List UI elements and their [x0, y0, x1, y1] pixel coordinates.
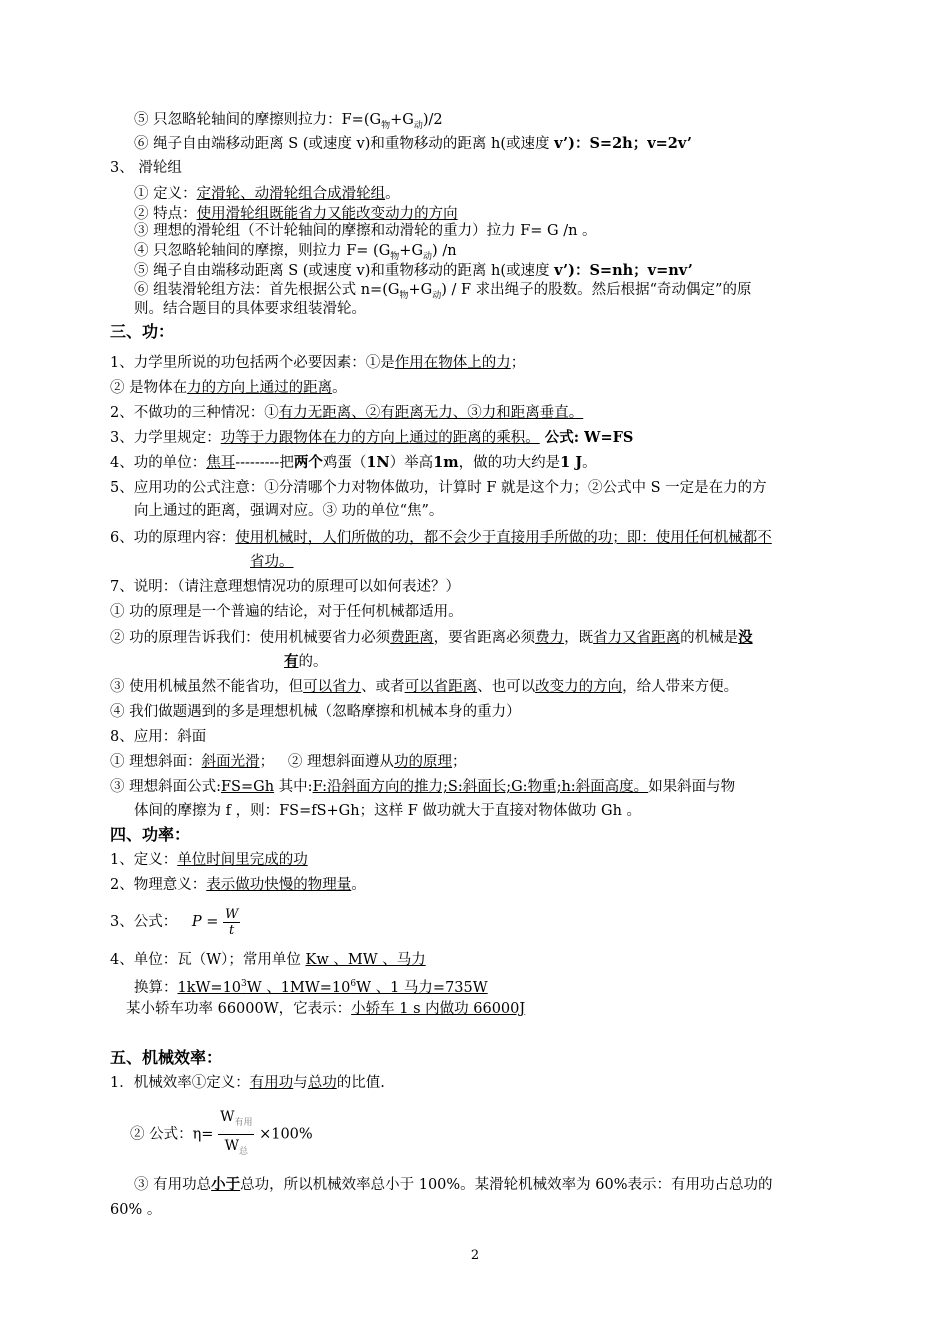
s3-p3 [110, 428, 633, 448]
s3-p7-1: ① 功的原理是一个普遍的结论，对于任何机械都适用。 [110, 604, 463, 620]
text: ① 理想斜面： [110, 754, 202, 770]
block-item-1 [134, 184, 400, 204]
s3-p6-cont [250, 552, 294, 572]
text: 1kW=10 [177, 979, 242, 996]
text: ）举高 [389, 455, 434, 471]
text: ② 功的原理告诉我们：使用机械要省力必须 [110, 630, 391, 646]
underlined-text: 改变力的方向 [535, 679, 623, 695]
s3-p5: 5、应用功的公式注意：①分清哪个力对物体做功，计算时 F 就是这个力；②公式中 S 一定是在力的方 [110, 480, 767, 496]
block-title: 3、 滑轮组 [110, 160, 182, 176]
text: 。 [332, 380, 347, 396]
block-item-5 [134, 261, 693, 281]
text: ； [510, 355, 526, 371]
fraction-denominator [218, 1135, 254, 1163]
s3-p8-3-cont: 体间的摩擦为 f ，则：FS=fS+Gh；这样 F 做功就大于直接对物体做功 Gh 。 [134, 803, 642, 819]
bold-text: 1m [433, 454, 459, 471]
text: 2、不做功的三种情况：① [110, 405, 279, 421]
superscript: 6 [350, 979, 357, 989]
text: 的。 [298, 654, 328, 670]
section-heading-work: 三、功： [110, 322, 175, 341]
text: 4、功的单位： [110, 455, 207, 471]
text: ，给人带来方便。 [622, 679, 739, 695]
text: ⑥ 绳子自由端移动距离 S (或速度 v)和重物移动的距离 h(或速度 [134, 136, 550, 152]
s4-p5 [134, 974, 488, 998]
underlined-text: 功的原理 [394, 754, 453, 770]
text: +G [408, 282, 433, 298]
underlined-text: 省功。 [250, 554, 294, 570]
underlined-text: F:沿斜面方向的推力;S:斜面长;G:物重;h:斜面高度。 [312, 779, 649, 795]
text: 某小轿车功率 66000W，它表示： [126, 1001, 352, 1017]
underlined-text: 使用机械时，人们所做的功，都不会少于直接用手所做的功；即：使用任何机械都不 [235, 530, 772, 546]
underlined-text: 有用功 [249, 1075, 294, 1091]
s3-p8: 8、应用：斜面 [110, 729, 207, 745]
text: ； [452, 754, 467, 770]
text: ，要省距离必须 [433, 630, 536, 646]
underlined-text: 定滑轮、动滑轮组合成滑轮组 [196, 186, 386, 202]
text: ③ 使用机械虽然不能省功，但 [110, 679, 304, 695]
underlined-text: 可以省距离 [404, 679, 478, 695]
text: W 、1MW=10 [246, 979, 351, 996]
s3-p7-4: ④ 我们做题遇到的多是理想机械（忽略摩擦和机械本身的重力） [110, 704, 521, 720]
text: ③ 有用功总 [134, 1177, 212, 1193]
s3-p1 [110, 353, 525, 373]
text: 3、公式： [110, 914, 178, 930]
subscript: 物 [390, 251, 400, 262]
text: 、也可以 [477, 679, 536, 695]
text: 2、物理意义： [110, 877, 207, 893]
subscript: 物 [381, 120, 391, 131]
bold-text: v’)：S=nh；v=nv’ [554, 262, 693, 279]
underlined-text: 小轿车 1 s 内做功 66000J [351, 1001, 526, 1017]
text: 6、功的原理内容： [110, 530, 236, 546]
underlined-text: 焦耳 [206, 455, 236, 471]
text: ---------把 [235, 455, 294, 471]
underlined-text: 力的方向上通过的距离 [187, 380, 333, 396]
text: 、或者 [361, 679, 405, 695]
block-item-6-cont: 则。结合题目的具体要求组装滑轮。 [134, 301, 366, 317]
underlined-text: 作用在物体上的力 [394, 355, 511, 371]
s3-p7: 7、说明：（请注意理想情况功的原理可以如何表述？） [110, 579, 460, 595]
text: 。 [351, 877, 366, 893]
underlined-text: 功等于力跟物体在力的方向上通过的距离的乘积。 [220, 430, 540, 446]
pulley-item-6 [134, 134, 692, 154]
underlined-text: Kw 、MW 、马力 [305, 952, 426, 968]
underlined-text: 总功 [307, 1075, 337, 1091]
pulley-item-5 [134, 110, 443, 136]
text: ，既 [564, 630, 594, 646]
page-number: 2 [470, 1248, 480, 1263]
s4-p1 [110, 850, 308, 870]
text: ② 公式：η= [130, 1126, 214, 1143]
underlined-text: FS=Gh [221, 779, 275, 795]
text: +G [399, 243, 424, 259]
s4-p2 [110, 875, 366, 895]
text: ，做的功大约是 [458, 455, 561, 471]
s3-p2 [110, 403, 583, 423]
bold-underlined-text: 没 [738, 629, 753, 646]
fraction-numerator [218, 1106, 254, 1135]
s3-p7-3 [110, 677, 738, 697]
text: ① 定义： [134, 186, 197, 202]
subscript: 动 [432, 290, 442, 301]
superscript: 3 [241, 979, 247, 989]
text: W [220, 1109, 235, 1125]
s5-p1 [110, 1073, 385, 1093]
text: W [224, 1137, 239, 1154]
text: 4、单位：瓦（W）；常用单位 [110, 952, 301, 968]
s3-p4 [110, 453, 597, 473]
subscript: 物 [399, 290, 409, 301]
formula-text: 公式: W=FS [539, 429, 634, 446]
s3-p8-1 [110, 752, 467, 772]
text: ； ② 理想斜面遵从 [259, 754, 395, 770]
text: ④ 只忽略轮轴间的摩擦，则拉力 F= (G [134, 243, 391, 259]
underlined-text: 省力又省距离 [593, 630, 681, 646]
text: ) /n [432, 243, 457, 259]
text: 换算： [134, 979, 178, 996]
subscript: 动 [413, 120, 423, 131]
underlined-text: 使用滑轮组既能省力又能改变动力的方向 [196, 206, 458, 222]
text: 的机械是 [680, 630, 739, 646]
text: +G [390, 112, 414, 128]
s3-p6 [110, 528, 772, 548]
subscript: 动 [423, 251, 433, 262]
section-heading-power: 四、功率： [110, 825, 191, 844]
text: ⑤ 绳子自由端移动距离 S (或速度 v)和重物移动的距离 h(或速度 [134, 263, 550, 279]
s5-p3-cont: 60% 。 [110, 1202, 162, 1218]
text: 的比值. [336, 1075, 385, 1091]
text: ⑥ 组装滑轮组方法：首先根据公式 n=(G [134, 282, 400, 298]
s3-p7-2-cont [284, 652, 328, 672]
text: 与 [293, 1075, 308, 1091]
s3-p7-2 [110, 628, 753, 648]
text: W 、1 马力=735W [356, 979, 488, 996]
subscript: 总 [238, 1146, 248, 1157]
fraction-numerator: W [224, 906, 239, 922]
power-fraction [223, 907, 240, 938]
underlined-text: 表示做功快慢的物理量 [206, 877, 352, 893]
underlined-text: 费力 [535, 630, 565, 646]
s5-p3 [134, 1175, 773, 1195]
underlined-text: 单位时间里完成的功 [177, 852, 308, 868]
section-heading-efficiency: 五、机械效率： [110, 1048, 223, 1067]
subscript: 有用 [234, 1117, 253, 1128]
text: 1、力学里所说的功包括两个必要因素：①是 [110, 355, 395, 371]
bold-text: 两个 [293, 454, 323, 471]
text: 其中: [274, 779, 313, 795]
text: 总功，所以机械效率总小于 100%。某滑轮机械效率为 60%表示：有用功占总功的 [240, 1177, 773, 1193]
text: 如果斜面与物 [648, 779, 736, 795]
s3-p1-cont [110, 378, 347, 398]
text: ③ 理想斜面公式: [110, 779, 221, 795]
formula-symbol: P = [191, 914, 219, 930]
text: 1、定义： [110, 852, 178, 868]
text: )/2 [422, 112, 443, 128]
s4-p3-formula [110, 904, 240, 940]
bold-text: 1 J [560, 454, 583, 471]
bold-text: 1N [366, 454, 390, 471]
s4-p4 [110, 950, 426, 970]
underlined-text: 斜面光滑 [201, 754, 260, 770]
text: ) / F 求出绳子的股数。然后根据“奇动偶定”的原 [441, 282, 752, 298]
fraction-denominator: t [229, 922, 235, 938]
bold-text: v’)：S=2h；v=2v’ [554, 135, 692, 152]
text: 鸡蛋（ [322, 455, 367, 471]
underlined-text: 可以省力 [303, 679, 362, 695]
text: 1．机械效率①定义： [110, 1075, 250, 1091]
text: ×100% [259, 1126, 313, 1143]
bold-underlined-text: 小于 [211, 1176, 241, 1193]
bold-underlined-text: 有 [284, 653, 299, 670]
text: ② 特点： [134, 206, 197, 222]
underlined-text: 费距离 [390, 630, 434, 646]
unit-conversion [178, 980, 488, 996]
underlined-text: 有力无距离、②有距离无力、③力和距离垂直。 [278, 405, 584, 421]
text: ⑤ 只忽略轮轴间的摩擦则拉力：F=(G [134, 112, 382, 128]
efficiency-fraction [218, 1106, 254, 1163]
text: 。 [582, 455, 597, 471]
text: 3、力学里规定： [110, 430, 221, 446]
s3-p8-3 [110, 777, 735, 797]
text: ② 是物体在 [110, 380, 188, 396]
s4-p6 [126, 999, 525, 1019]
block-item-3: ③ 理想的滑轮组（不计轮轴间的摩擦和动滑轮的重力）拉力 F= G /n 。 [134, 223, 597, 239]
s3-p5-cont: 向上通过的距离，强调对应。③ 功的单位“焦”。 [134, 503, 444, 519]
text: 。 [385, 186, 400, 202]
s5-p2-formula [130, 1106, 313, 1163]
